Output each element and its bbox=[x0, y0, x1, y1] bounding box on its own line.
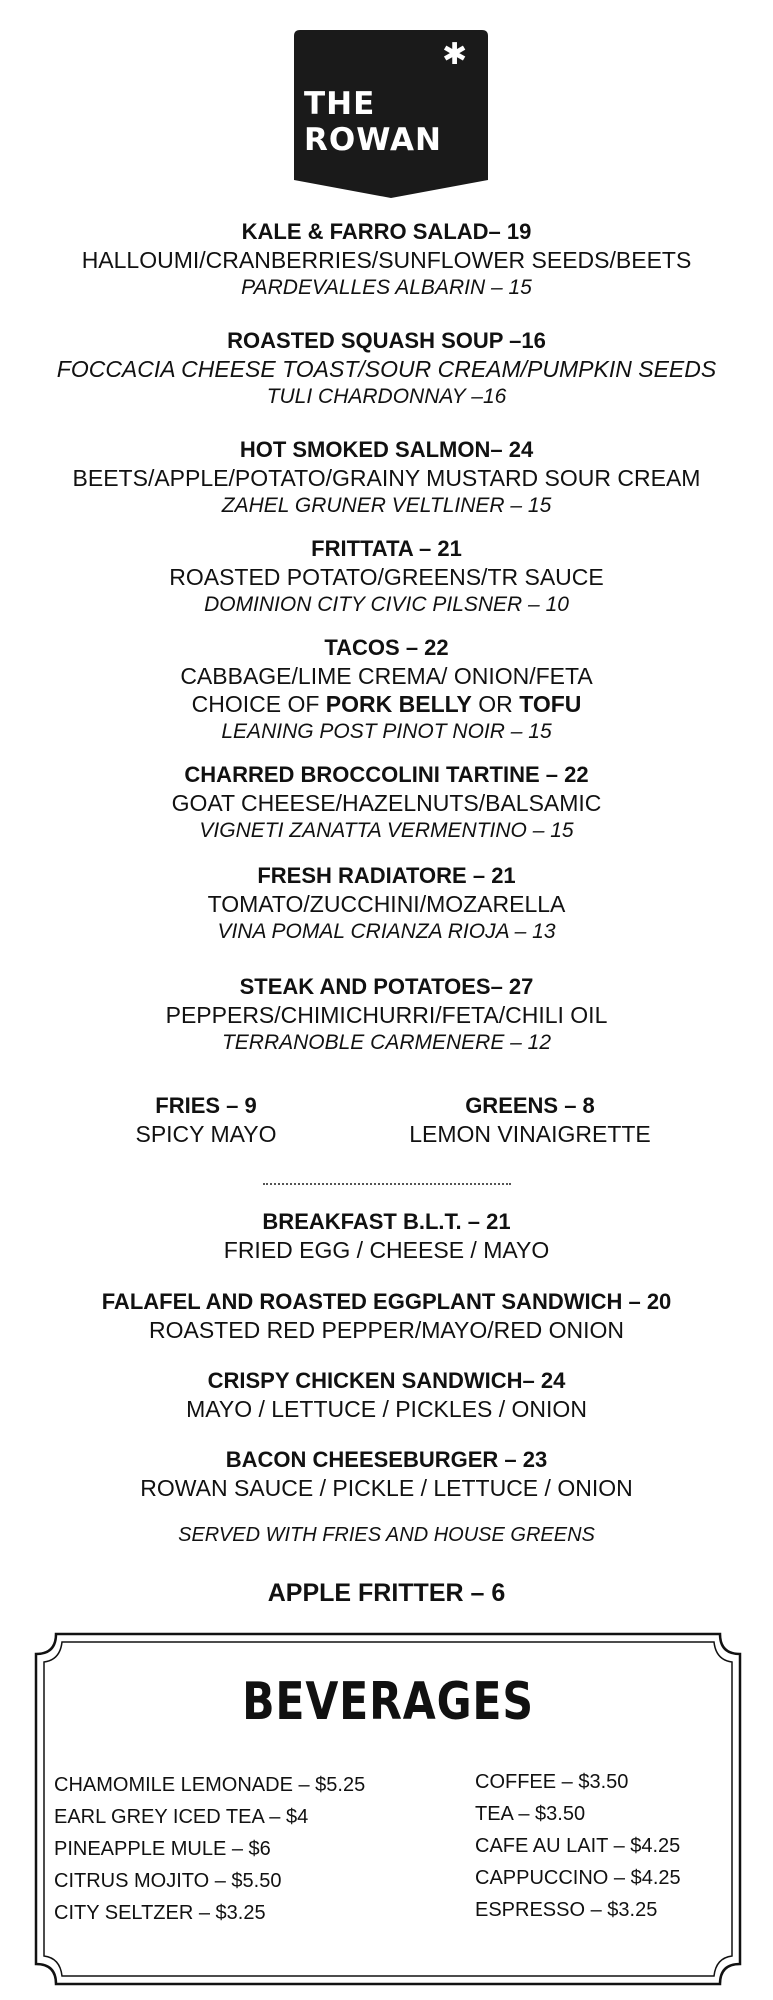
menu-item-falafel-sandwich bbox=[0, 1288, 773, 1344]
item-description: ROASTED POTATO/GREENS/TR SAUCE bbox=[169, 564, 604, 590]
item-name: BACON CHEESEBURGER – 23 bbox=[225, 1447, 548, 1472]
menu-item-frittata bbox=[0, 535, 773, 619]
item-name: KALE & FARRO SALAD– 19 bbox=[241, 219, 532, 244]
served-with-note: SERVED WITH FRIES AND HOUSE GREENS bbox=[178, 1524, 595, 1546]
item-description: CABBAGE/LIME CREMA/ ONION/FETA bbox=[180, 663, 593, 689]
wine-pairing: VINA POMAL CRIANZA RIOJA – 13 bbox=[217, 920, 556, 943]
menu-item-steak-and-potatoes bbox=[0, 973, 773, 1057]
wine-pairing: TERRANOBLE CARMENERE – 12 bbox=[221, 1031, 552, 1054]
item-description: MAYO / LETTUCE / PICKLES / ONION bbox=[186, 1396, 587, 1422]
item-name: STEAK AND POTATOES– 27 bbox=[239, 974, 534, 999]
beverage-item: PINEAPPLE MULE – $6 bbox=[54, 1838, 271, 1860]
side-fries bbox=[96, 1092, 316, 1148]
wine-pairing: LEANING POST PINOT NOIR – 15 bbox=[221, 720, 552, 743]
wine-pairing: ZAHEL GRUNER VELTLINER – 15 bbox=[221, 494, 552, 517]
menu-item-breakfast-blt bbox=[0, 1208, 773, 1264]
beverage-item: ESPRESSO – $3.25 bbox=[475, 1899, 658, 1921]
logo-line-the: THE bbox=[304, 86, 376, 122]
item-description: BEETS/APPLE/POTATO/GRAINY MUSTARD SOUR CREAM bbox=[72, 465, 701, 491]
item-description: HALLOUMI/CRANBERRIES/SUNFLOWER SEEDS/BEETS bbox=[81, 247, 692, 273]
item-name: FALAFEL AND ROASTED EGGPLANT SANDWICH – 20 bbox=[101, 1289, 672, 1314]
item-description: ROASTED RED PEPPER/MAYO/RED ONION bbox=[149, 1317, 624, 1343]
item-name: GREENS – 8 bbox=[465, 1093, 595, 1118]
item-description: GOAT CHEESE/HAZELNUTS/BALSAMIC bbox=[171, 790, 602, 816]
menu-item-fresh-radiatore bbox=[0, 862, 773, 946]
taco-choice-line bbox=[0, 690, 773, 718]
item-name: FRESH RADIATORE – 21 bbox=[257, 863, 516, 888]
menu-item-apple-fritter: APPLE FRITTER – 6 bbox=[267, 1579, 506, 1607]
menu-item-hot-smoked-salmon bbox=[0, 436, 773, 520]
rowan-logo bbox=[294, 30, 488, 198]
item-description: LEMON VINAIGRETTE bbox=[409, 1121, 651, 1147]
menu-item-tacos bbox=[0, 634, 773, 746]
beverage-item: CITY SELTZER – $3.25 bbox=[54, 1902, 266, 1924]
choice-tofu: TOFU bbox=[519, 691, 582, 717]
item-name: HOT SMOKED SALMON– 24 bbox=[239, 437, 534, 462]
beverage-item: CITRUS MOJITO – $5.50 bbox=[54, 1870, 282, 1892]
item-name: FRIES – 9 bbox=[155, 1093, 257, 1118]
logo-line-rowan: ROWAN bbox=[304, 122, 442, 158]
item-description: FRIED EGG / CHEESE / MAYO bbox=[223, 1237, 550, 1263]
beverages-left-column bbox=[54, 1769, 365, 1929]
beverages-title: BEVERAGES bbox=[242, 1672, 534, 1732]
item-description: FOCCACIA CHEESE TOAST/SOUR CREAM/PUMPKIN SEEDS bbox=[56, 356, 717, 382]
wine-pairing: VIGNETI ZANATTA VERMENTINO – 15 bbox=[199, 819, 574, 842]
side-greens bbox=[388, 1092, 672, 1148]
item-description: SPICY MAYO bbox=[135, 1121, 277, 1147]
item-description: PEPPERS/CHIMICHURRI/FETA/CHILI OIL bbox=[165, 1002, 608, 1028]
beverage-item: CAFE AU LAIT – $4.25 bbox=[475, 1835, 681, 1857]
menu-item-roasted-squash-soup bbox=[0, 327, 773, 411]
choice-prefix: CHOICE OF bbox=[191, 691, 326, 717]
menu-item-kale-farro-salad bbox=[0, 218, 773, 302]
item-name: CHARRED BROCCOLINI TARTINE – 22 bbox=[184, 762, 589, 787]
beverages-section bbox=[34, 1632, 742, 1986]
beverage-item: CHAMOMILE LEMONADE – $5.25 bbox=[54, 1774, 366, 1796]
wine-pairing: TULI CHARDONNAY –16 bbox=[266, 385, 507, 408]
item-description: TOMATO/ZUCCHINI/MOZARELLA bbox=[207, 891, 566, 917]
item-name: CRISPY CHICKEN SANDWICH– 24 bbox=[207, 1368, 566, 1393]
dotted-divider bbox=[263, 1183, 511, 1185]
wine-pairing: PARDEVALLES ALBARIN – 15 bbox=[241, 276, 532, 299]
beverage-item: CAPPUCCINO – $4.25 bbox=[475, 1867, 681, 1889]
choice-or: OR bbox=[471, 691, 520, 717]
beverage-item: COFFEE – $3.50 bbox=[475, 1771, 629, 1793]
asterisk-icon: ✱ bbox=[442, 37, 468, 72]
item-name: TACOS – 22 bbox=[324, 635, 449, 660]
wine-pairing: DOMINION CITY CIVIC PILSNER – 10 bbox=[204, 593, 569, 616]
menu-item-crispy-chicken-sandwich bbox=[0, 1367, 773, 1423]
beverages-right-column bbox=[475, 1766, 681, 1926]
choice-pork-belly: PORK BELLY bbox=[325, 691, 472, 717]
menu-item-charred-broccolini-tartine bbox=[0, 761, 773, 845]
item-name: FRITTATA – 21 bbox=[311, 536, 462, 561]
item-name: ROASTED SQUASH SOUP –16 bbox=[227, 328, 546, 353]
item-name: BREAKFAST B.L.T. – 21 bbox=[262, 1209, 511, 1234]
item-description: ROWAN SAUCE / PICKLE / LETTUCE / ONION bbox=[140, 1475, 633, 1501]
beverage-item: TEA – $3.50 bbox=[475, 1803, 586, 1825]
beverage-item: EARL GREY ICED TEA – $4 bbox=[54, 1806, 309, 1828]
logo-wordmark bbox=[304, 86, 442, 158]
menu-item-bacon-cheeseburger bbox=[0, 1446, 773, 1502]
